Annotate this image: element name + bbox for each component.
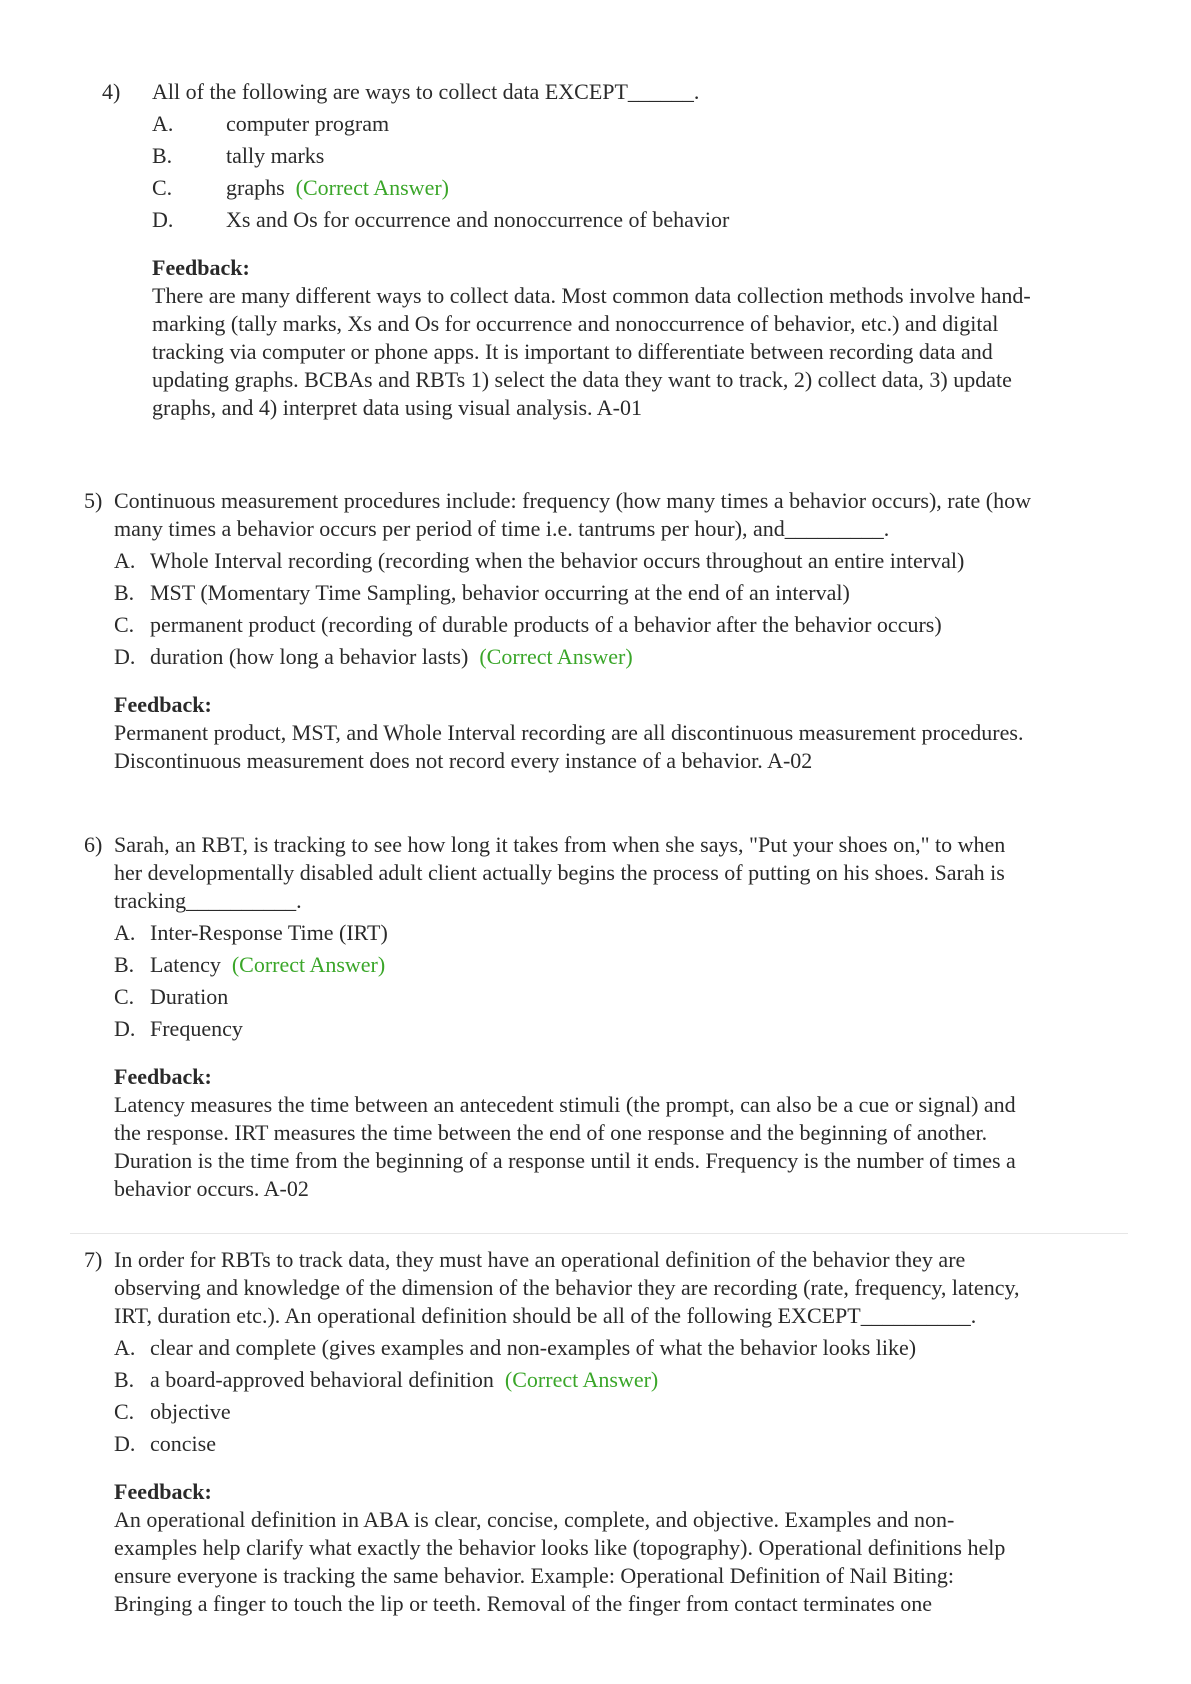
option-letter: D. bbox=[152, 207, 174, 232]
option-text: clear and complete (gives examples and non-examples of what the behavior looks like) bbox=[150, 1335, 917, 1360]
option-letter: D. bbox=[114, 1016, 136, 1041]
option-letter: A. bbox=[114, 920, 136, 945]
question-text: her developmentally disabled adult client actually begins the process of putting on his shoes. Sarah is bbox=[114, 860, 1005, 885]
feedback-title: Feedback: bbox=[114, 692, 212, 717]
question-text: observing and knowledge of the dimension of the behavior they are recording (rate, frequency, latency, bbox=[114, 1275, 1020, 1300]
feedback-line: Bringing a finger to touch the lip or teeth. Removal of the finger from contact terminates one bbox=[114, 1591, 933, 1616]
question-text: many times a behavior occurs per period of time i.e. tantrums per hour), and_________. bbox=[114, 516, 890, 541]
feedback-title: Feedback: bbox=[114, 1064, 212, 1089]
option-letter: C. bbox=[152, 175, 173, 200]
feedback-line: There are many different ways to collect data. Most common data collection methods involve hand- bbox=[152, 283, 1031, 308]
feedback-line: Latency measures the time between an antecedent stimuli (the prompt, can also be a cue or signal) and bbox=[114, 1092, 1016, 1117]
option-text: Xs and Os for occurrence and nonoccurrence of behavior bbox=[226, 207, 730, 232]
feedback-line: graphs, and 4) interpret data using visual analysis. A-01 bbox=[152, 395, 643, 420]
feedback-line: Duration is the time from the beginning of a response until it ends. Frequency is the number of times a bbox=[114, 1148, 1016, 1173]
question-number: 5) bbox=[84, 488, 103, 513]
option-text: objective bbox=[150, 1399, 231, 1424]
feedback-line: Discontinuous measurement does not record every instance of a behavior. A-02 bbox=[114, 748, 813, 773]
correct-answer-label: (Correct Answer) bbox=[504, 1367, 659, 1392]
feedback-title: Feedback: bbox=[152, 255, 250, 280]
option-text: graphs bbox=[226, 175, 285, 200]
question-number: 7) bbox=[84, 1247, 103, 1272]
feedback-line: behavior occurs. A-02 bbox=[114, 1176, 309, 1201]
option-text: permanent product (recording of durable products of a behavior after the behavior occurs) bbox=[150, 612, 942, 637]
option-letter: C. bbox=[114, 612, 135, 637]
option-text: computer program bbox=[226, 111, 390, 136]
question-text: In order for RBTs to track data, they must have an operational definition of the behavior they are bbox=[114, 1247, 966, 1272]
feedback-title: Feedback: bbox=[114, 1479, 212, 1504]
section-divider bbox=[70, 1233, 1128, 1234]
option-text: duration (how long a behavior lasts) bbox=[150, 644, 469, 669]
feedback-line: An operational definition in ABA is clear, concise, complete, and objective. Examples and non- bbox=[114, 1507, 955, 1532]
question-text: tracking__________. bbox=[114, 888, 302, 913]
option-letter: C. bbox=[114, 1399, 135, 1424]
correct-answer-label: (Correct Answer) bbox=[231, 952, 386, 977]
question-number: 6) bbox=[84, 832, 103, 857]
feedback-line: the response. IRT measures the time between the end of one response and the beginning of another. bbox=[114, 1120, 988, 1145]
option-text: Whole Interval recording (recording when the behavior occurs throughout an entire interval) bbox=[150, 548, 965, 573]
feedback-line: updating graphs. BCBAs and RBTs 1) select the data they want to track, 2) collect data, 3) update bbox=[152, 367, 1012, 392]
option-letter: C. bbox=[114, 984, 135, 1009]
option-text-wrapper bbox=[150, 643, 633, 671]
option-letter: B. bbox=[152, 143, 173, 168]
option-text-wrapper bbox=[226, 174, 449, 202]
option-letter: B. bbox=[114, 952, 135, 977]
question-text: IRT, duration etc.). An operational definition should be all of the following EXCEPT__________. bbox=[114, 1303, 977, 1328]
option-letter: A. bbox=[152, 111, 174, 136]
option-text-wrapper bbox=[150, 1366, 658, 1394]
option-text: concise bbox=[150, 1431, 216, 1456]
option-letter: D. bbox=[114, 644, 136, 669]
option-letter: B. bbox=[114, 1367, 135, 1392]
option-letter: A. bbox=[114, 548, 136, 573]
option-text: Duration bbox=[150, 984, 229, 1009]
option-text-wrapper bbox=[150, 951, 385, 979]
correct-answer-label: (Correct Answer) bbox=[479, 644, 633, 669]
option-text: Inter-Response Time (IRT) bbox=[150, 920, 388, 945]
option-text: MST (Momentary Time Sampling, behavior occurring at the end of an interval) bbox=[150, 580, 850, 605]
option-text: a board-approved behavioral definition bbox=[150, 1367, 494, 1392]
feedback-line: ensure everyone is tracking the same behavior. Example: Operational Definition of Nail Biting: bbox=[114, 1563, 955, 1588]
feedback-line: tracking via computer or phone apps. It is important to differentiate between recording data and bbox=[152, 339, 993, 364]
feedback-line: examples help clarify what exactly the behavior looks like (topography). Operational definitions help bbox=[114, 1535, 1006, 1560]
question-text: Sarah, an RBT, is tracking to see how long it takes from when she says, "Put your shoes on," to when bbox=[114, 832, 1006, 857]
question-text: Continuous measurement procedures include: frequency (how many times a behavior occurs), rate (how bbox=[114, 488, 1031, 513]
option-text: tally marks bbox=[226, 143, 325, 168]
question-text: All of the following are ways to collect data EXCEPT______. bbox=[152, 79, 700, 104]
correct-answer-label: (Correct Answer) bbox=[295, 175, 449, 200]
option-text: Frequency bbox=[150, 1016, 243, 1041]
question-number: 4) bbox=[102, 79, 121, 104]
option-letter: A. bbox=[114, 1335, 136, 1360]
feedback-line: Permanent product, MST, and Whole Interval recording are all discontinuous measurement procedures. bbox=[114, 720, 1024, 745]
option-letter: B. bbox=[114, 580, 135, 605]
feedback-line: marking (tally marks, Xs and Os for occurrence and nonoccurrence of behavior, etc.) and digital bbox=[152, 311, 999, 336]
option-text: Latency bbox=[150, 952, 221, 977]
option-letter: D. bbox=[114, 1431, 136, 1456]
